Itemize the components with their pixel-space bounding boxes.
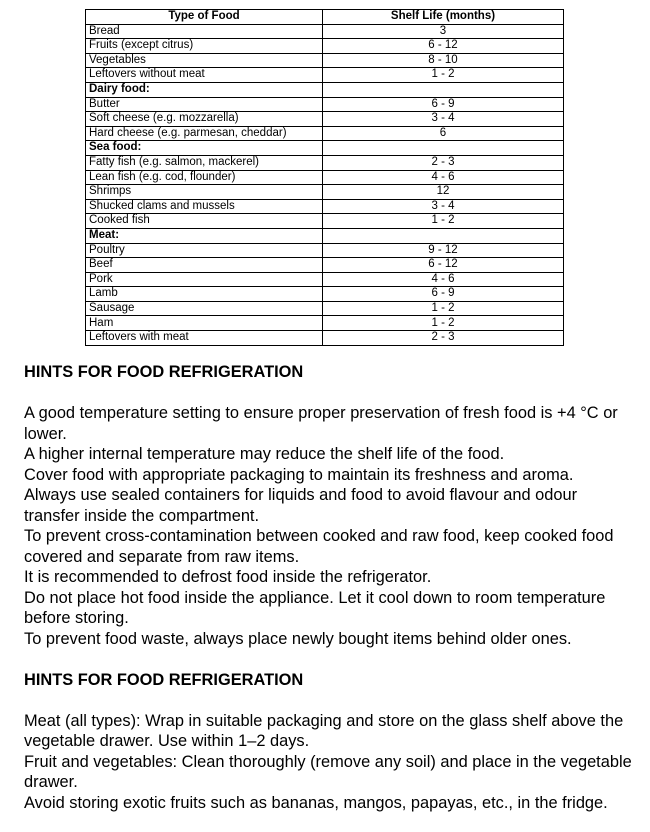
shelf-life-cell: 3 - 4 (323, 112, 564, 127)
category-label: Dairy food: (86, 82, 323, 97)
food-type-cell: Bread (86, 24, 323, 39)
food-type-cell: Pork (86, 272, 323, 287)
shelf-life-cell: 6 (323, 126, 564, 141)
shelf-life-cell: 4 - 6 (323, 272, 564, 287)
food-type-cell: Lamb (86, 287, 323, 302)
shelf-life-cell: 8 - 10 (323, 53, 564, 68)
food-type-cell: Fatty fish (e.g. salmon, mackerel) (86, 155, 323, 170)
table-row (86, 331, 564, 346)
table-category-row (86, 228, 564, 243)
shelf-life-cell: 12 (323, 185, 564, 200)
food-type-cell: Fruits (except citrus) (86, 39, 323, 54)
category-label: Meat: (86, 228, 323, 243)
food-type-cell: Beef (86, 258, 323, 273)
hint-paragraph: To prevent food waste, always place newly bought items behind older ones. (24, 629, 572, 648)
section-heading: HINTS FOR FOOD REFRIGERATION (24, 670, 304, 689)
hint-paragraph: Cover food with appropriate packaging to maintain its freshness and aroma. (24, 465, 574, 484)
shelf-life-cell: 4 - 6 (323, 170, 564, 185)
hint-paragraph: Do not place hot food inside the appliance. Let it cool down to room temperature before storing. (24, 588, 606, 627)
hint-paragraph: A higher internal temperature may reduce the shelf life of the food. (24, 445, 505, 463)
shelf-life-cell: 1 - 2 (323, 68, 564, 83)
shelf-life-cell: 6 - 9 (323, 97, 564, 112)
table-row (86, 287, 564, 302)
table-row (86, 39, 564, 54)
table-row (86, 199, 564, 214)
food-type-cell: Butter (86, 97, 323, 112)
table-row (86, 126, 564, 141)
table-row (86, 97, 564, 112)
shelf-life-cell: 3 (323, 24, 564, 39)
table-header-row (86, 10, 564, 25)
shelf-life-cell: 1 - 2 (323, 316, 564, 331)
hint-paragraph: A good temperature setting to ensure proper preservation of fresh food is +4 °C or lower. (24, 404, 618, 443)
shelf-life-cell (323, 82, 564, 97)
table-row (86, 68, 564, 83)
table-row (86, 214, 564, 229)
shelf-life-cell (323, 228, 564, 243)
table-row (86, 53, 564, 68)
food-type-cell: Poultry (86, 243, 323, 258)
table-row (86, 258, 564, 273)
shelf-life-cell: 1 - 2 (323, 301, 564, 316)
food-type-cell: Shucked clams and mussels (86, 199, 323, 214)
table-row (86, 170, 564, 185)
food-type-cell: Shrimps (86, 185, 323, 200)
table-body (86, 24, 564, 345)
food-type-cell: Vegetables (86, 53, 323, 68)
shelf-life-cell: 6 - 12 (323, 39, 564, 54)
food-type-cell: Cooked fish (86, 214, 323, 229)
table-row (86, 112, 564, 127)
food-type-cell: Ham (86, 316, 323, 331)
shelf-life-cell: 6 - 9 (323, 287, 564, 302)
hints-section (24, 362, 636, 649)
hint-paragraph: To prevent cross-contamination between cooked and raw food, keep cooked food covered and separate from raw items. (24, 527, 614, 566)
table-row (86, 272, 564, 287)
hints-container (24, 362, 636, 832)
table-row (86, 185, 564, 200)
hint-paragraph: Fruit and vegetables: Clean thoroughly (remove any soil) and place in the vegetable drawer. (24, 752, 632, 791)
food-type-cell: Hard cheese (e.g. parmesan, cheddar) (86, 126, 323, 141)
food-type-cell: Leftovers without meat (86, 68, 323, 83)
food-type-cell: Leftovers with meat (86, 331, 323, 346)
food-type-cell: Sausage (86, 301, 323, 316)
table-row (86, 155, 564, 170)
food-type-cell: Soft cheese (e.g. mozzarella) (86, 112, 323, 127)
hint-paragraph: Meat (all types): Wrap in suitable packaging and store on the glass shelf above the vegetable drawer. Use within 1–2 days. (24, 711, 624, 750)
table-row (86, 316, 564, 331)
table-category-row (86, 141, 564, 156)
hints-section (24, 670, 636, 814)
shelf-life-cell: 2 - 3 (323, 331, 564, 346)
shelf-life-cell: 2 - 3 (323, 155, 564, 170)
header-shelf-life: Shelf Life (months) (323, 10, 564, 25)
food-type-cell: Lean fish (e.g. cod, flounder) (86, 170, 323, 185)
table-category-row (86, 82, 564, 97)
shelf-life-cell: 6 - 12 (323, 258, 564, 273)
shelf-life-cell: 3 - 4 (323, 199, 564, 214)
shelf-life-cell: 9 - 12 (323, 243, 564, 258)
table-row (86, 243, 564, 258)
table-row (86, 301, 564, 316)
shelf-life-table (85, 9, 564, 346)
section-heading: HINTS FOR FOOD REFRIGERATION (24, 363, 304, 381)
shelf-life-cell (323, 141, 564, 156)
table-row (86, 24, 564, 39)
hint-paragraph: Always use sealed containers for liquids and food to avoid flavour and odour transfer inside the compartment. (24, 486, 578, 525)
shelf-life-cell: 1 - 2 (323, 214, 564, 229)
hint-paragraph: Avoid storing exotic fruits such as bananas, mangos, papayas, etc., in the fridge. (24, 793, 608, 812)
category-label: Sea food: (86, 141, 323, 156)
hint-paragraph: It is recommended to defrost food inside the refrigerator. (24, 568, 432, 586)
header-type-of-food: Type of Food (86, 10, 323, 25)
